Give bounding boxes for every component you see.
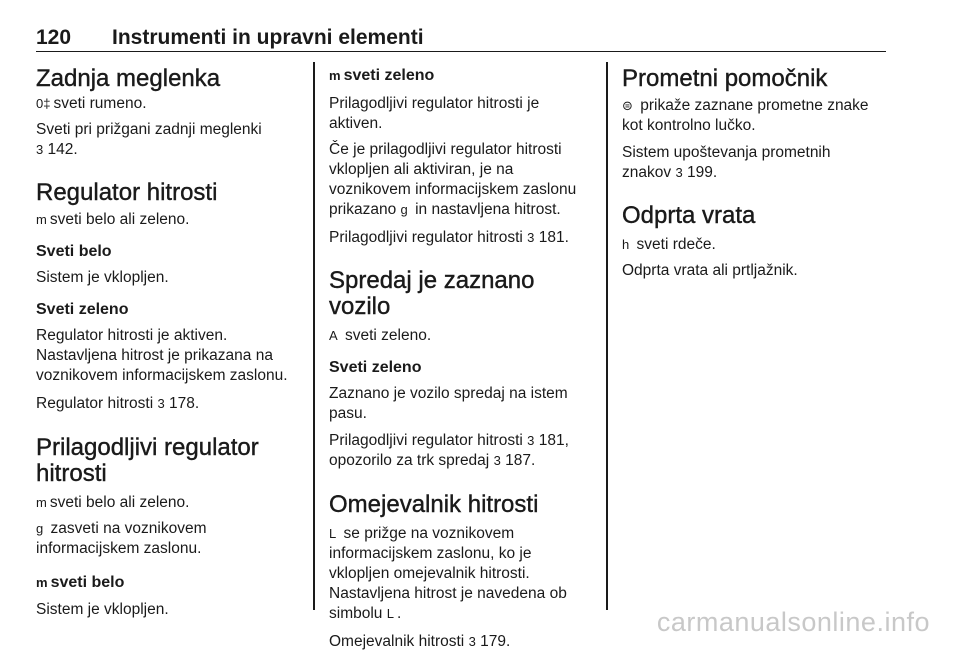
heading-speed-limiter: Omejevalnik hitrosti — [329, 491, 539, 518]
acc-green-text: voznikovem informacijskem zaslonu — [329, 181, 577, 198]
subheading-vehicle-green: Sveti zeleno — [329, 359, 422, 376]
page-ref-arrow-icon: 3 — [527, 433, 535, 448]
door-line: h sveti rdeče. — [622, 236, 716, 253]
subheading-acc-green: m sveti zeleno — [329, 67, 435, 84]
adaptive-cruise-icon: g — [36, 521, 44, 536]
cruise-ref[interactable]: Regulator hitrosti 3 178. — [36, 395, 200, 412]
speed-limiter-icon: L — [386, 606, 394, 621]
rear-fog-light-icon: 0‡ — [36, 96, 51, 111]
heading-acc: Prilagodljivi regulator — [36, 434, 259, 461]
traffic-text: kot kontrolno lučko. — [622, 117, 756, 134]
rear-fog-desc: Sveti pri prižgani zadnji meglenki — [36, 121, 262, 138]
vehicle-ref-2[interactable]: opozorilo za trk spredaj 3 187. — [329, 452, 536, 469]
heading-acc: hitrosti — [36, 460, 107, 487]
cruise-control-icon: m — [36, 575, 48, 590]
page-header — [36, 26, 886, 52]
green-text: voznikovem informacijskem zaslonu. — [36, 367, 288, 384]
limiter-text: simbolu L . — [329, 605, 402, 622]
limiter-line: L se prižge na voznikovem — [329, 525, 515, 542]
subheading-green: Sveti zeleno — [36, 301, 129, 318]
heading-traffic-assistant: Prometni pomočnik — [622, 65, 828, 92]
vehicle-ahead-icon: A — [329, 328, 338, 343]
door-open-icon: h — [622, 237, 630, 252]
green-text: Regulator hitrosti je aktiven. — [36, 327, 228, 344]
page-ref-arrow-icon: 3 — [675, 165, 683, 180]
acc-ref[interactable]: Prilagodljivi regulator hitrosti 3 181. — [329, 229, 569, 246]
column-divider — [606, 62, 608, 610]
heading-vehicle-ahead: Spredaj je zaznano vozilo — [329, 267, 535, 320]
vehicle-green-text: pasu. — [329, 405, 367, 422]
cruise-control-icon: m — [36, 495, 47, 510]
subheading-acc-white: m sveti belo — [36, 574, 125, 591]
column-2 — [329, 66, 591, 652]
traffic-sign-icon: ⊜ — [622, 98, 633, 113]
cruise-control-icon: m — [329, 68, 341, 83]
green-text: Nastavljena hitrost je prikazana na — [36, 347, 273, 364]
column-1 — [36, 66, 301, 620]
limiter-text: Nastavljena hitrost je navedena ob — [329, 585, 567, 602]
acc-green-text: aktiven. — [329, 115, 383, 132]
cruise-line: m sveti belo ali zeleno. — [36, 211, 190, 228]
rear-fog-line: 0‡ sveti rumeno. — [36, 95, 147, 112]
acc-green-text: Če je prilagodljivi regulator hitrosti — [329, 141, 562, 158]
page-ref-arrow-icon: 3 — [493, 453, 501, 468]
vehicle-line: A sveti zeleno. — [329, 327, 432, 344]
heading-rear-fog: Zadnja meglenka — [36, 65, 221, 92]
vehicle-ref-1[interactable]: Prilagodljivi regulator hitrosti 3 181, — [329, 432, 569, 449]
acc-line2-cont: informacijskem zaslonu. — [36, 540, 202, 557]
limiter-text: informacijskem zaslonu, ko je — [329, 545, 532, 562]
limiter-text: vklopljen omejevalnik hitrosti. — [329, 565, 530, 582]
rear-fog-ref[interactable]: 3 142. — [36, 141, 78, 158]
speed-limiter-icon: L — [329, 526, 337, 541]
page-title: Instrumenti in upravni elementi — [112, 26, 424, 49]
traffic-text: Sistem upoštevanja prometnih — [622, 144, 831, 161]
heading-cruise-control: Regulator hitrosti — [36, 179, 218, 206]
page-ref-arrow-icon: 3 — [36, 142, 44, 157]
traffic-ref[interactable]: znakov 3 199. — [622, 164, 718, 181]
cruise-control-icon: m — [36, 212, 47, 227]
acc-line2: g zasveti na voznikovem — [36, 520, 207, 537]
traffic-line: ⊜ prikaže zaznane prometne znake — [622, 97, 869, 114]
adaptive-cruise-icon: g — [400, 202, 408, 217]
page-number: 120 — [36, 26, 72, 49]
acc-green-text: Prilagodljivi regulator hitrosti je — [329, 95, 540, 112]
subheading-white: Sveti belo — [36, 243, 112, 260]
acc-green-text: vklopljen ali aktiviran, je na — [329, 161, 514, 178]
page-ref-arrow-icon: 3 — [157, 396, 165, 411]
door-text: Odprta vrata ali prtljažnik. — [622, 262, 798, 279]
column-divider — [313, 62, 315, 610]
vehicle-green-text: Zaznano je vozilo spredaj na istem — [329, 385, 568, 402]
acc-line: m sveti belo ali zeleno. — [36, 494, 190, 511]
column-3 — [622, 66, 884, 281]
acc-white-text: Sistem je vklopljen. — [36, 601, 169, 618]
page-ref-arrow-icon: 3 — [468, 634, 476, 649]
white-text: Sistem je vklopljen. — [36, 269, 169, 286]
acc-green-text: prikazano g in nastavljena hitrost. — [329, 201, 561, 218]
heading-door-open: Odprta vrata — [622, 202, 756, 229]
watermark: carmanualsonline.info — [656, 607, 930, 637]
page-ref-arrow-icon: 3 — [527, 230, 535, 245]
limiter-ref[interactable]: Omejevalnik hitrosti 3 179. — [329, 633, 511, 650]
